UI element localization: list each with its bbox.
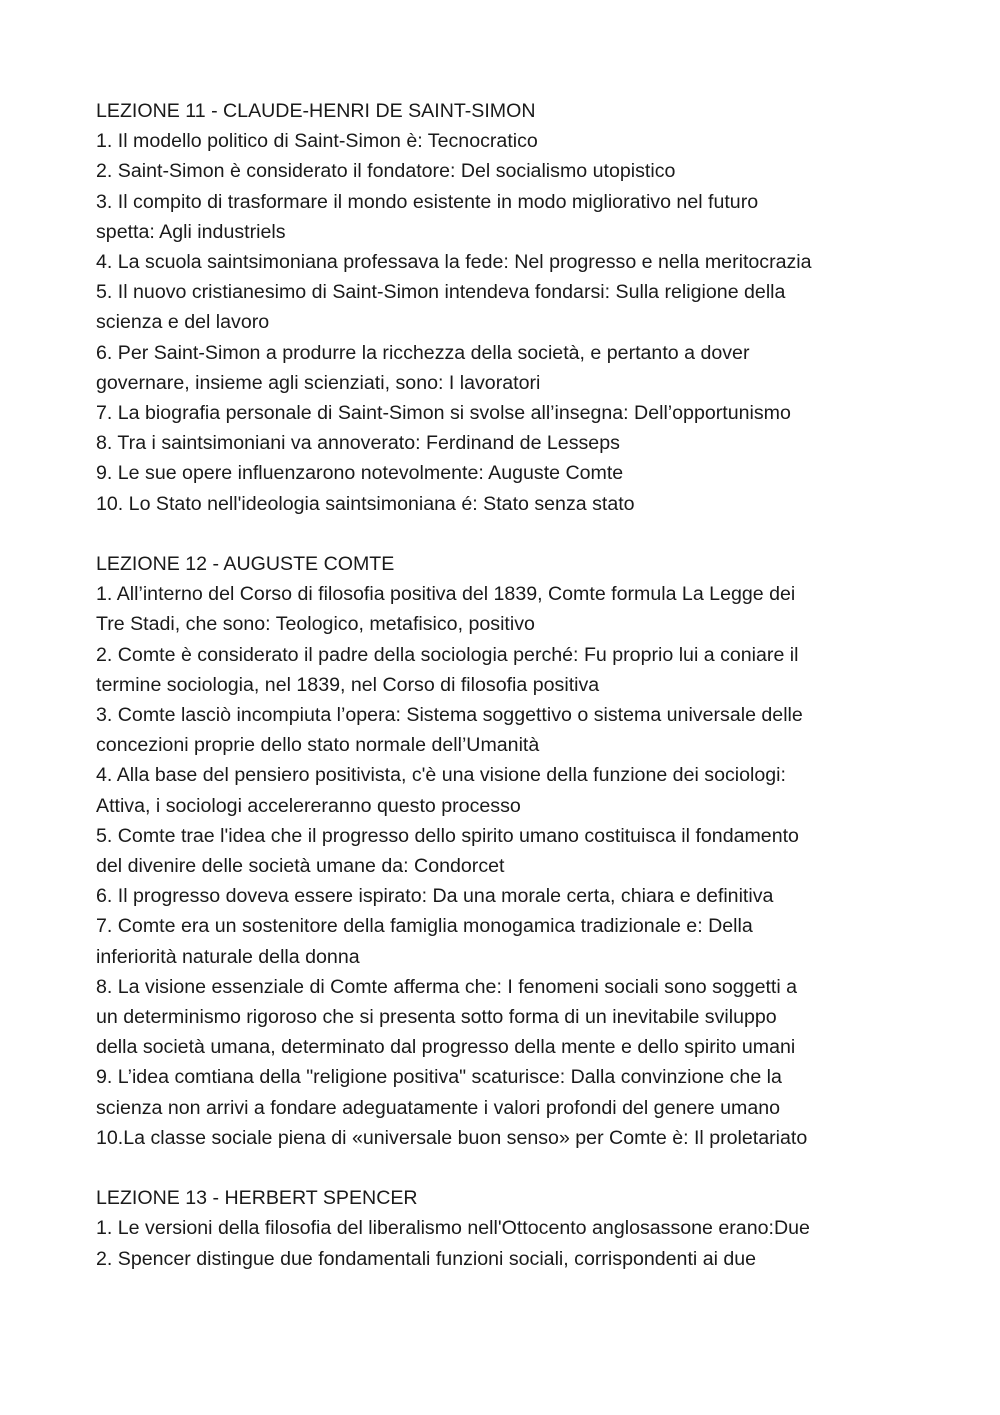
text-line: 3. Il compito di trasformare il mondo esistente in modo migliorativo nel futuro — [96, 190, 759, 213]
text-line: 1. All’interno del Corso di filosofia positiva del 1839, Comte formula La Legge dei — [96, 583, 796, 606]
text-line: 7. Comte era un sostenitore della famiglia monogamica tradizionale e: Della — [96, 915, 753, 938]
text-line: concezioni proprie dello stato normale dell’Umanità — [96, 734, 540, 757]
text-line: 1. Le versioni della filosofia del liberalismo nell'Ottocento anglosassone erano:Due — [96, 1217, 810, 1240]
text-line: scienza e del lavoro — [96, 311, 270, 334]
text-line: 2. Saint-Simon è considerato il fondatore: Del socialismo utopistico — [96, 160, 676, 183]
text-line: 8. Tra i saintsimoniani va annoverato: Ferdinand de Lesseps — [96, 432, 620, 455]
section-lezione-13 — [96, 1183, 916, 1274]
text-line: 2. Comte è considerato il padre della sociologia perché: Fu proprio lui a coniare il — [96, 643, 799, 666]
text-line: inferiorità naturale della donna — [96, 945, 360, 968]
section-title: LEZIONE 13 - HERBERT SPENCER — [96, 1187, 418, 1210]
section-lezione-11 — [96, 96, 916, 519]
text-line: 5. Il nuovo cristianesimo di Saint-Simon intendeva fondarsi: Sulla religione della — [96, 281, 786, 304]
section-spacer — [96, 519, 916, 549]
text-line: Tre Stadi, che sono: Teologico, metafisico, positivo — [96, 613, 535, 636]
text-line: 6. Per Saint-Simon a produrre la ricchezza della società, e pertanto a dover — [96, 341, 750, 364]
section-spacer — [96, 1153, 916, 1183]
text-line: 10.La classe sociale piena di «universale buon senso» per Comte è: Il proletariato — [96, 1126, 808, 1149]
text-line: 3. Comte lasciò incompiuta l’opera: Sistema soggettivo o sistema universale delle — [96, 704, 803, 727]
text-line: 5. Comte trae l'idea che il progresso dello spirito umano costituisca il fondamento — [96, 824, 799, 847]
text-line: un determinismo rigoroso che si presenta sotto forma di un inevitabile sviluppo — [96, 1006, 777, 1029]
section-lezione-12 — [96, 549, 916, 1153]
section-title: LEZIONE 11 - CLAUDE-HENRI DE SAINT-SIMON — [96, 100, 536, 122]
text-line: 8. La visione essenziale di Comte afferma che: I fenomeni sociali sono soggetti a — [96, 975, 798, 998]
document-body — [96, 96, 916, 1274]
text-line: 2. Spencer distingue due fondamentali funzioni sociali, corrispondenti ai due — [96, 1247, 757, 1270]
text-line: 1. Il modello politico di Saint-Simon è: Tecnocratico — [96, 130, 538, 153]
text-line: 7. La biografia personale di Saint-Simon si svolse all’insegna: Dell’opportunismo — [96, 402, 791, 425]
section-title: LEZIONE 12 - AUGUSTE COMTE — [96, 553, 395, 576]
text-line: 4. La scuola saintsimoniana professava la fede: Nel progresso e nella meritocrazia — [96, 251, 812, 274]
text-line: 6. Il progresso doveva essere ispirato: Da una morale certa, chiara e definitiva — [96, 885, 774, 908]
text-line: 4. Alla base del pensiero positivista, c'è una visione della funzione dei sociologi: — [96, 764, 786, 787]
text-line: della società umana, determinato dal progresso della mente e dello spirito umani — [96, 1036, 796, 1059]
text-line: Attiva, i sociologi accelereranno questo processo — [96, 794, 521, 817]
text-line: governare, insieme agli scienziati, sono: I lavoratori — [96, 371, 541, 394]
text-line: 9. Le sue opere influenzarono notevolmente: Auguste Comte — [96, 462, 624, 485]
text-line: del divenire delle società umane da: Condorcet — [96, 855, 505, 878]
text-line: spetta: Agli industriels — [96, 220, 286, 243]
text-line: 9. L’idea comtiana della "religione positiva" scaturisce: Dalla convinzione che la — [96, 1066, 782, 1089]
text-line: 10. Lo Stato nell'ideologia saintsimoniana é: Stato senza stato — [96, 492, 635, 515]
text-line: termine sociologia, nel 1839, nel Corso di filosofia positiva — [96, 673, 600, 696]
text-line: scienza non arrivi a fondare adeguatamente i valori profondi del genere umano — [96, 1096, 781, 1119]
